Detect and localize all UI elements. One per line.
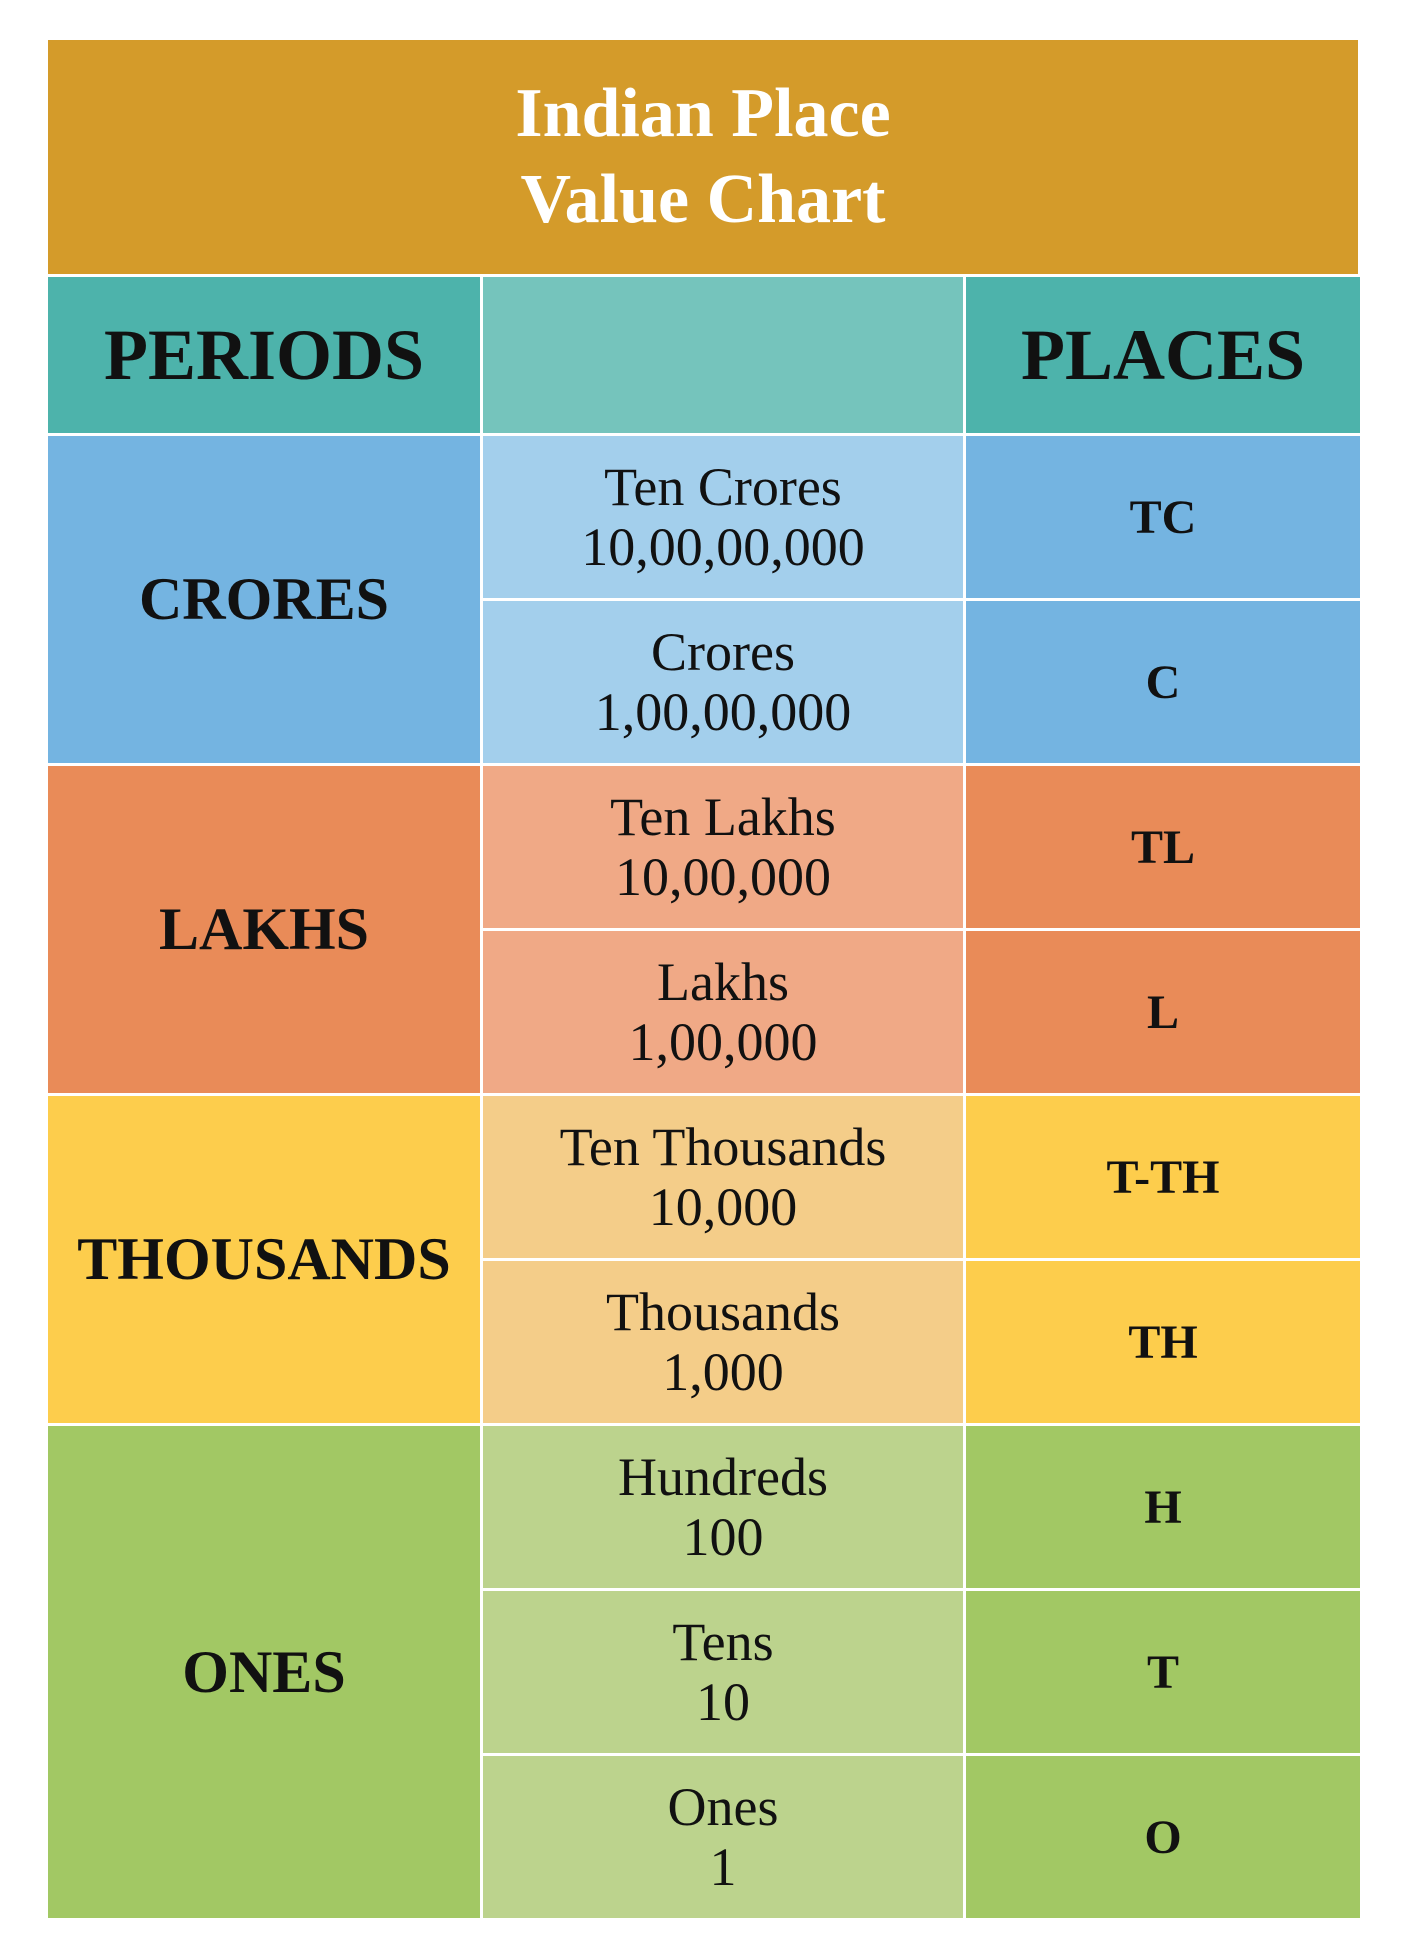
header-places [966,277,1360,433]
place-crores [483,601,963,763]
period-label: ONES [182,1638,346,1705]
place-name: Ones [667,1777,779,1837]
place-name: Tens [672,1612,774,1672]
period-ones [48,1426,480,1918]
place-lakhs [483,931,963,1093]
place-value: 10,000 [648,1177,798,1237]
place-value: 1 [709,1837,737,1897]
place-abbr: T [1146,1645,1179,1699]
period-label: CRORES [138,566,390,632]
place-value: 10,00,00,000 [581,517,865,577]
place-ten-lakhs [483,766,963,928]
place-value: 1,00,00,000 [594,682,852,742]
place-ten-crores [483,436,963,598]
place-abbr: TH [1128,1315,1198,1369]
period-crores [48,436,480,763]
place-hundreds [483,1426,963,1588]
place-abbr: O [1144,1810,1182,1864]
period-label: LAKHS [158,896,370,962]
place-abbr-ten-lakhs [966,766,1360,928]
chart-title-line-2: Value Chart [520,161,886,238]
place-name: Ten Lakhs [610,787,836,847]
header-places-label: PLACES [1020,314,1306,395]
place-abbr: TC [1129,490,1197,544]
place-name: Ten Thousands [559,1117,887,1177]
place-value: 100 [682,1507,764,1567]
place-name: Ten Crores [604,457,842,517]
place-value: 1,000 [662,1342,784,1402]
place-abbr-thousands [966,1261,1360,1423]
place-thousands [483,1261,963,1423]
period-label: THOUSANDS [77,1226,451,1292]
header-blank [483,277,963,433]
place-ten-thousands [483,1096,963,1258]
place-abbr: TL [1130,820,1196,874]
header-periods [48,277,480,433]
place-abbr-lakhs [966,931,1360,1093]
chart-title [48,40,1358,274]
place-abbr-ones [966,1756,1360,1918]
place-abbr: C [1145,655,1181,709]
place-name: Hundreds [618,1447,828,1507]
place-name: Crores [651,622,795,682]
place-abbr: H [1144,1480,1182,1534]
place-value: 10 [696,1672,750,1732]
place-value: 10,00,000 [615,847,831,907]
chart-title-line-1: Indian Place [515,75,891,152]
place-abbr-tens [966,1591,1360,1753]
place-ones [483,1756,963,1918]
place-abbr-hundreds [966,1426,1360,1588]
place-abbr-crores [966,601,1360,763]
place-tens [483,1591,963,1753]
place-value: 1,00,000 [628,1012,818,1072]
header-periods-label: PERIODS [103,314,425,395]
place-value-chart [48,40,1358,1908]
period-lakhs [48,766,480,1093]
place-abbr-ten-crores [966,436,1360,598]
place-name: Lakhs [657,952,789,1012]
period-thousands [48,1096,480,1423]
place-name: Thousands [606,1282,840,1342]
place-abbr: L [1146,985,1179,1039]
place-abbr-ten-thousands [966,1096,1360,1258]
place-abbr: T-TH [1106,1150,1220,1204]
